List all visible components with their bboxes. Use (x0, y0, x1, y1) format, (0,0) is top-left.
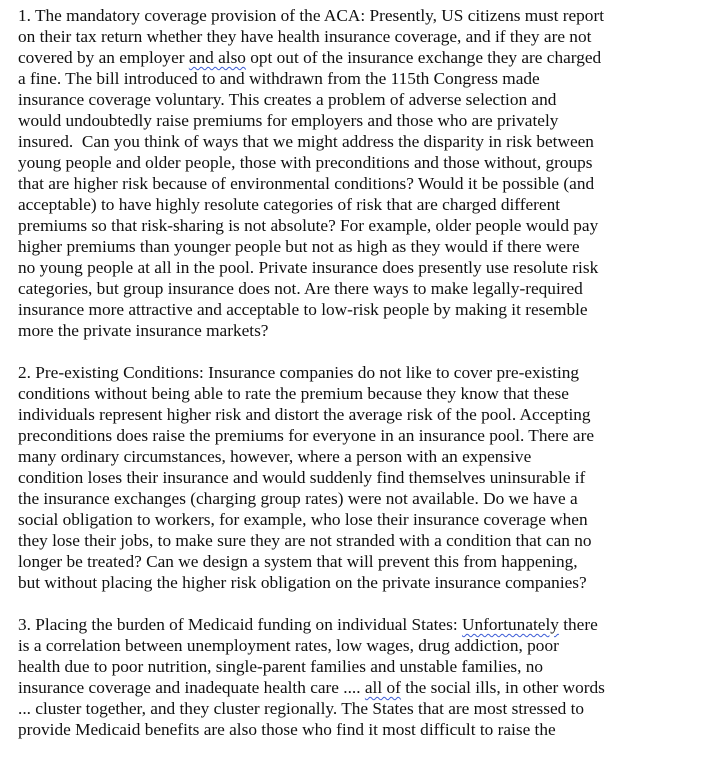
text-segment: higher premiums than younger people but not as high as they would if there were (18, 237, 580, 256)
text-line (18, 488, 605, 509)
text-line (18, 425, 605, 446)
text-line (18, 131, 605, 152)
text-line (18, 278, 605, 299)
document-body (18, 5, 605, 761)
text-segment: social obligation to workers, for example, who lose their insurance coverage when (18, 510, 588, 529)
text-line (18, 89, 605, 110)
text-line (18, 47, 605, 68)
text-line (18, 320, 605, 341)
text-line (18, 530, 605, 551)
text-line (18, 551, 605, 572)
text-segment: conditions without being able to rate the premium because they know that these (18, 384, 569, 403)
text-line (18, 614, 605, 635)
text-segment: but without placing the higher risk obligation on the private insurance companies? (18, 573, 587, 592)
text-line (18, 446, 605, 467)
text-segment: 1. The mandatory coverage provision of the ACA: Presently, US citizens must report (18, 6, 605, 25)
text-segment: provide Medicaid benefits are also those who find it most difficult to raise the (18, 720, 556, 739)
text-line (18, 362, 605, 383)
paragraph-2 (18, 362, 605, 593)
text-line (18, 404, 605, 425)
text-segment: opt out of the insurance exchange they are charged (245, 48, 602, 67)
text-segment: the social ills, in other words (400, 678, 605, 697)
text-segment: young people and older people, those with preconditions and those without, groups (18, 153, 593, 172)
spellcheck-underlined-text[interactable]: and also (188, 48, 246, 67)
text-line (18, 698, 605, 719)
text-line (18, 152, 605, 173)
text-segment: 2. Pre-existing Conditions: Insurance companies do not like to cover pre-existing (18, 363, 580, 382)
text-line (18, 467, 605, 488)
text-segment: a fine. The bill introduced to and withdrawn from the 115th Congress made (18, 69, 540, 88)
text-line (18, 236, 605, 257)
text-line (18, 5, 605, 26)
text-line (18, 656, 605, 677)
text-segment: there (558, 615, 598, 634)
text-line (18, 215, 605, 236)
text-segment: no young people at all in the pool. Private insurance does presently use resolute risk (18, 258, 599, 277)
text-segment: the insurance exchanges (charging group rates) were not available. Do we have a (18, 489, 578, 508)
text-line (18, 110, 605, 131)
text-segment: categories, but group insurance does not. Are there ways to make legally-required (18, 279, 583, 298)
text-segment: on their tax return whether they have health insurance coverage, and if they are not (18, 27, 592, 46)
text-line (18, 677, 605, 698)
text-segment: more the private insurance markets? (18, 321, 269, 340)
text-segment: health due to poor nutrition, single-parent families and unstable families, no (18, 657, 544, 676)
text-segment: 3. Placing the burden of Medicaid funding on individual States: (18, 615, 462, 634)
text-line (18, 173, 605, 194)
text-segment: would undoubtedly raise premiums for employers and those who are privately (18, 111, 559, 130)
text-line (18, 509, 605, 530)
paragraph-3 (18, 614, 605, 740)
text-line (18, 635, 605, 656)
text-line (18, 68, 605, 89)
text-line (18, 299, 605, 320)
text-segment: they lose their jobs, to make sure they are not stranded with a condition that can no (18, 531, 592, 550)
text-segment: condition loses their insurance and would suddenly find themselves uninsurable if (18, 468, 586, 487)
paragraph-1 (18, 5, 605, 341)
text-segment: insurance coverage voluntary. This creates a problem of adverse selection and (18, 90, 557, 109)
text-segment: individuals represent higher risk and distort the average risk of the pool. Accepting (18, 405, 591, 424)
text-segment: premiums so that risk-sharing is not absolute? For example, older people would pay (18, 216, 599, 235)
text-segment: longer be treated? Can we design a system that will prevent this from happening, (18, 552, 578, 571)
text-segment: acceptable) to have highly resolute categories of risk that are charged different (18, 195, 561, 214)
text-segment: that are higher risk because of environmental conditions? Would it be possible (and (18, 174, 595, 193)
text-segment: many ordinary circumstances, however, where a person with an expensive (18, 447, 532, 466)
text-segment: insured. Can you think of ways that we might address the disparity in risk between (18, 132, 594, 151)
text-segment: ... cluster together, and they cluster regionally. The States that are most stressed to (18, 699, 585, 718)
text-line (18, 194, 605, 215)
text-segment: is a correlation between unemployment rates, low wages, drug addiction, poor (18, 636, 559, 655)
spellcheck-underlined-text[interactable]: all of (364, 678, 401, 697)
text-segment: insurance coverage and inadequate health care .... (18, 678, 365, 697)
text-segment: preconditions does raise the premiums for everyone in an insurance pool. There are (18, 426, 595, 445)
text-line (18, 572, 605, 593)
text-line (18, 719, 605, 740)
text-line (18, 383, 605, 404)
text-segment: insurance more attractive and acceptable to low-risk people by making it resemble (18, 300, 588, 319)
text-segment: covered by an employer (18, 48, 189, 67)
text-line (18, 257, 605, 278)
text-line (18, 26, 605, 47)
spellcheck-underlined-text[interactable]: Unfortunately (461, 615, 559, 634)
